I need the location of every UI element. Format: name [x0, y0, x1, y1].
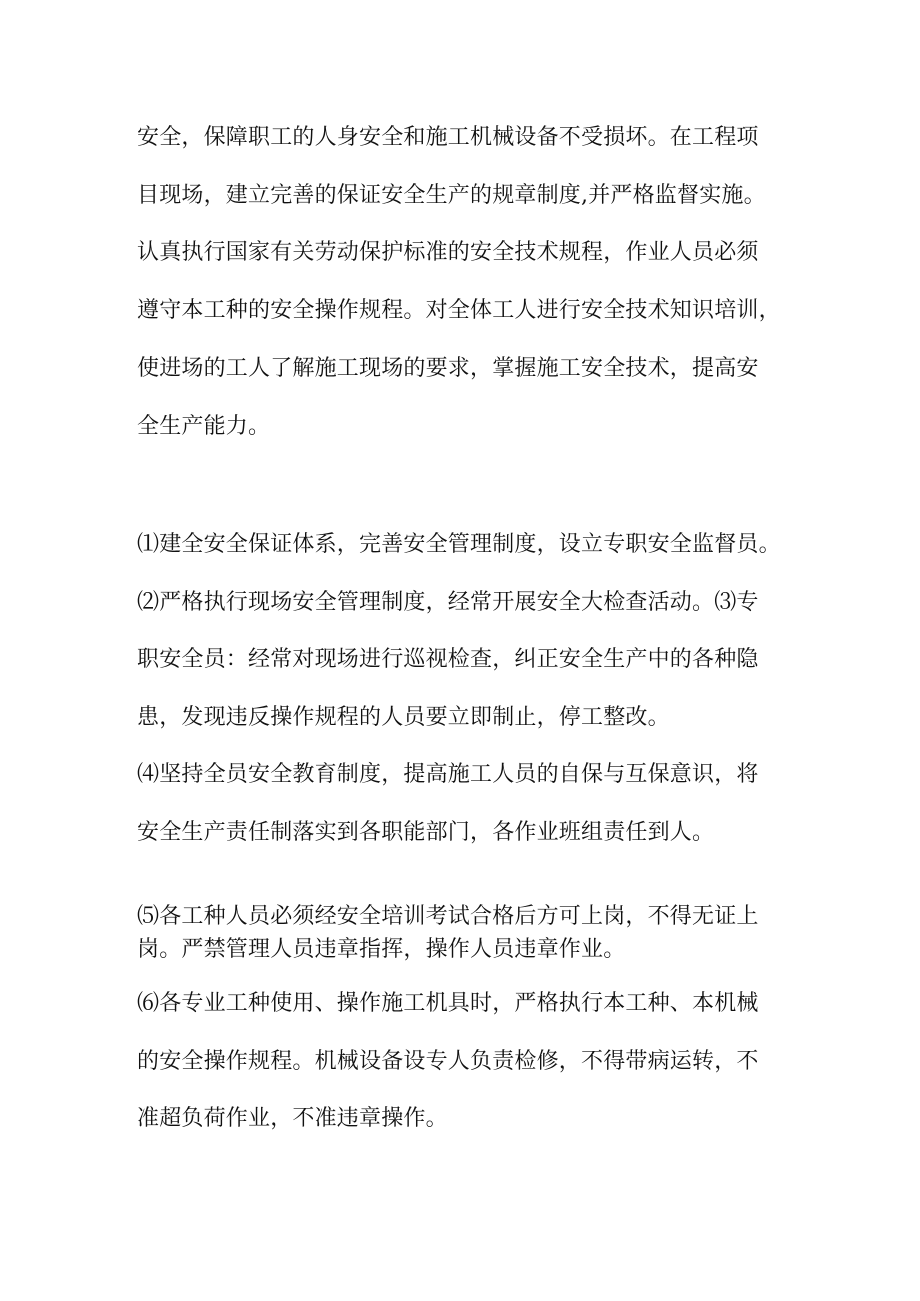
text-line: 目现场，建立完善的保证安全生产的规章制度,并严格监督实施。 [137, 182, 766, 208]
text-line: ⑸各工种人员必须经安全培训考试合格后方可上岗，不得无证上 [137, 904, 759, 929]
text-line: ⑴建全安全保证体系，完善安全管理制度，设立专职安全监督员。 [137, 532, 781, 557]
text-line: 安全生产责任制落实到各职能部门，各作业班组责任到人。 [137, 819, 715, 845]
text-line: 岗。严禁管理人员违章指挥，操作人员违章作业。 [137, 937, 626, 962]
paragraph-item-5 [137, 900, 797, 966]
paragraph-item-6 [137, 975, 797, 1148]
paragraph-safety-intro [137, 109, 797, 455]
text-line: 认真执行国家有关劳动保护标准的安全技术规程，作业人员必须 [137, 240, 759, 266]
text-line: 职安全员：经常对现场进行巡视检查，纠正安全生产中的各种隐 [137, 647, 759, 673]
paragraph-item-4 [137, 746, 797, 861]
text-line: ⑹各专业工种使用、操作施工机具时，严格执行本工种、本机械 [137, 991, 759, 1016]
text-line: 准超负荷作业，不准违章操作。 [137, 1106, 448, 1132]
text-line: ⑷坚持全员安全教育制度，提高施工人员的自保与互保意识，将 [137, 762, 759, 787]
text-line: 全生产能力。 [137, 413, 271, 439]
text-line: 遵守本工种的安全操作规程。对全体工人进行安全技术知识培训， [137, 298, 781, 324]
text-line: 使进场的工人了解施工现场的要求，掌握施工安全技术，提高安 [137, 355, 759, 381]
text-line: ⑵严格执行现场安全管理制度，经常开展安全大检查活动。⑶专 [137, 589, 759, 615]
text-line: 患，发现违反操作规程的人员要立即制止，停工整改。 [137, 705, 670, 731]
text-line: 安全，保障职工的人身安全和施工机械设备不受损坏。在工程项 [137, 125, 759, 150]
text-line: 的安全操作规程。机械设备设专人负责检修，不得带病运转，不 [137, 1048, 759, 1074]
paragraph-items-1-3 [137, 516, 797, 747]
